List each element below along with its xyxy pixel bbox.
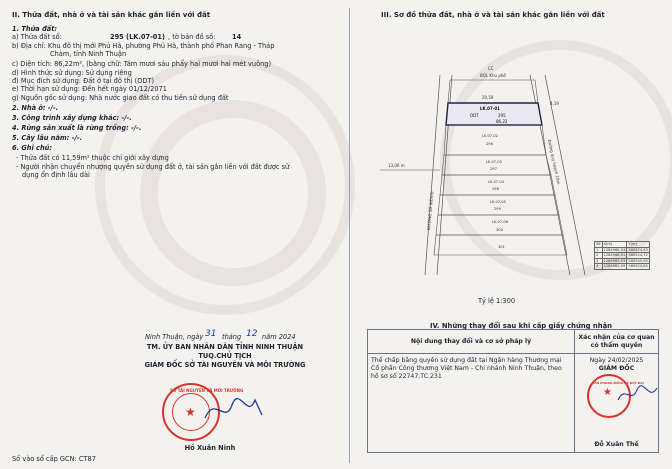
parcel-label: a) Thửa đất số:	[12, 33, 62, 41]
confirm-date: Ngày 24/02/2025	[589, 357, 644, 364]
confirm-title: GIÁM ĐỐC	[598, 365, 635, 372]
parcel-number: 295 (LK.07-01)	[110, 33, 165, 41]
sheet-number: 14	[232, 33, 242, 41]
coord-row	[595, 264, 650, 270]
coord-cell: 580524,84	[628, 264, 648, 268]
date-month: 12	[246, 329, 258, 339]
map-cc-label: CC	[488, 66, 494, 71]
map-lot2: LK.07-02	[482, 134, 498, 138]
map-lot3: LK.07-03	[486, 160, 502, 164]
map-lot4-no: 298	[492, 187, 499, 191]
map-selected-area: 86,22	[496, 119, 508, 124]
confirm-seal-star-icon: ★	[603, 387, 612, 398]
map-dim-top: 20,59	[482, 95, 494, 100]
confirm-signature	[615, 382, 660, 406]
map-lot5: LK.07-05	[490, 200, 506, 204]
perennial: 5. Cây lâu năm: -/-.	[12, 134, 83, 142]
map-dim-width: 13,00 m	[388, 163, 405, 168]
map-lot2-no: 296	[486, 142, 493, 146]
coord-cell: 580524,72	[628, 253, 648, 257]
house: 2. Nhà ở: -/-.	[12, 104, 59, 112]
map-lot6-no: 300	[496, 228, 503, 232]
date-day: 31	[205, 329, 217, 339]
coord-cell: 1284962,09	[603, 264, 626, 268]
left-heading: II. Thửa đất, nhà ở và tài sản khác gắn liền với đất	[12, 11, 211, 19]
col-confirm-header: Xác nhận của cơ quan có thẩm quyền	[575, 330, 659, 354]
coord-cell: Y(m)	[627, 242, 650, 248]
date-month-label: tháng	[222, 333, 242, 341]
map-lot7-no: 301	[498, 245, 505, 249]
coord-cell: 4	[595, 264, 603, 270]
address: b) Địa chỉ: Khu đô thị mới Phủ Hà, phường Phủ Hà, thành phố Phan Rang - Tháp	[12, 42, 275, 50]
authority-line3: GIÁM ĐỐC SỞ TÀI NGUYÊN VÀ MÔI TRƯỜNG	[144, 361, 306, 369]
coord-cell: 1284968,93	[603, 247, 626, 252]
forest: 4. Rừng sản xuất là rừng trồng: -/-.	[12, 124, 142, 132]
coord-cell: Số	[596, 242, 601, 246]
coord-cell: X(m)	[602, 242, 627, 248]
change-content: Thế chấp bằng quyền sử dụng đất tại Ngân hàng Thương mại Cổ phần Công thương Việt Nam - Chi nhánh Ninh Thuận, theo hồ sơ số 22747.TC.231	[368, 354, 575, 453]
construction: 3. Công trình xây dựng khác: -/-.	[12, 114, 132, 122]
authority-line2: TUQ.CHỦ TỊCH	[198, 352, 252, 360]
map-lot3-no: 297	[490, 167, 497, 171]
coord-cell: 2	[595, 253, 603, 259]
map-road-left: ĐƯỜNG SỐ 9(ĐX5)	[426, 191, 435, 231]
date-year: năm 2024	[262, 333, 296, 341]
sheet-label: , tờ bản đồ số:	[168, 33, 216, 41]
changes-header-row	[368, 330, 659, 354]
seal-text: SỞ TÀI NGUYÊN VÀ MÔI TRƯỜNG	[170, 388, 244, 393]
authority-line1: TM. ỦY BAN NHÂN DÂN TỈNH NINH THUẬN	[146, 343, 304, 351]
map-top-parcel: BQL Khu phố	[480, 73, 506, 78]
date-prefix: Ninh Thuận, ngày	[145, 333, 204, 341]
map-selected-lot: LK.07-01	[480, 106, 500, 111]
notes-title: 6. Ghi chú:	[12, 144, 52, 152]
right-heading: III. Sơ đồ thửa đất, nhà ở và tài sản khác gắn liền với đất	[381, 11, 605, 19]
area: c) Diện tích: 86,22m², (bằng chữ: Tám mươi sáu phẩy hai mươi hai mét vuông)	[12, 60, 272, 68]
map-lot5-no: 299	[494, 207, 501, 211]
coord-cell: 580545,90	[628, 258, 648, 263]
changes-row	[368, 354, 659, 453]
coord-cell: 3	[595, 258, 603, 264]
ownership: d) Hình thức sử dụng: Sử dụng riêng	[12, 69, 132, 77]
col-content-header: Nội dung thay đổi và cơ sở pháp lý	[368, 330, 575, 354]
purpose: đ) Mục đích sử dụng: Đất ở tại đô thị (ODT)	[12, 77, 155, 85]
note-3: dụng ổn định lâu dài	[22, 171, 90, 179]
coordinate-table	[594, 241, 650, 270]
change-confirmation	[575, 354, 659, 453]
map-selected-code: ODT	[470, 113, 479, 118]
map-scale: Tỷ lệ 1:300	[478, 297, 516, 305]
seal-star-icon: ★	[185, 405, 196, 419]
address-line2: Chàm, tỉnh Ninh Thuận	[50, 50, 127, 58]
changes-table	[367, 329, 659, 453]
coord-cell: 1	[595, 247, 603, 253]
signature-left	[200, 390, 270, 430]
coord-cell: 580524,63	[628, 247, 648, 252]
duration: e) Thời hạn sử dụng: Đến hết ngày 01/12/2071	[12, 85, 167, 93]
registry-number: Số vào sổ cấp GCN: CT87	[12, 455, 96, 463]
signer-name: Hồ Xuân Ninh	[184, 444, 236, 452]
coord-cell: 1284965,93	[603, 258, 626, 263]
confirm-signer: Đỗ Xuân Thế	[594, 441, 639, 448]
section-parcel: 1. Thửa đất:	[12, 25, 57, 33]
coord-cell: 1284968,91	[603, 253, 626, 257]
map-road-right: Đường quy hoạch 16m	[547, 139, 562, 185]
changes-title: IV. Những thay đổi sau khi cấp giấy chứng nhận	[430, 322, 612, 330]
note-2: - Người nhận chuyển nhượng quyền sử dụng đất ở, tài sản gắn liền với đất được sử	[16, 163, 290, 171]
map-lot6: LK.07-06	[492, 220, 508, 224]
map-lot4: LK.07-04	[488, 180, 504, 184]
origin: g) Nguồn gốc sử dụng: Nhà nước giao đất có thu tiền sử dụng đất	[12, 94, 229, 102]
confirm-seal-text: VĂN PHÒNG ĐĂNG KÝ ĐẤT ĐAI	[592, 381, 644, 385]
map-selected-no: 295	[498, 113, 506, 118]
map-dim-side: 4,19	[550, 101, 559, 106]
page-divider	[349, 8, 350, 463]
watermark-left-inner	[140, 100, 326, 286]
note-1: - Thửa đất có 11,59m² thuộc chỉ giới xây dựng	[16, 154, 169, 162]
